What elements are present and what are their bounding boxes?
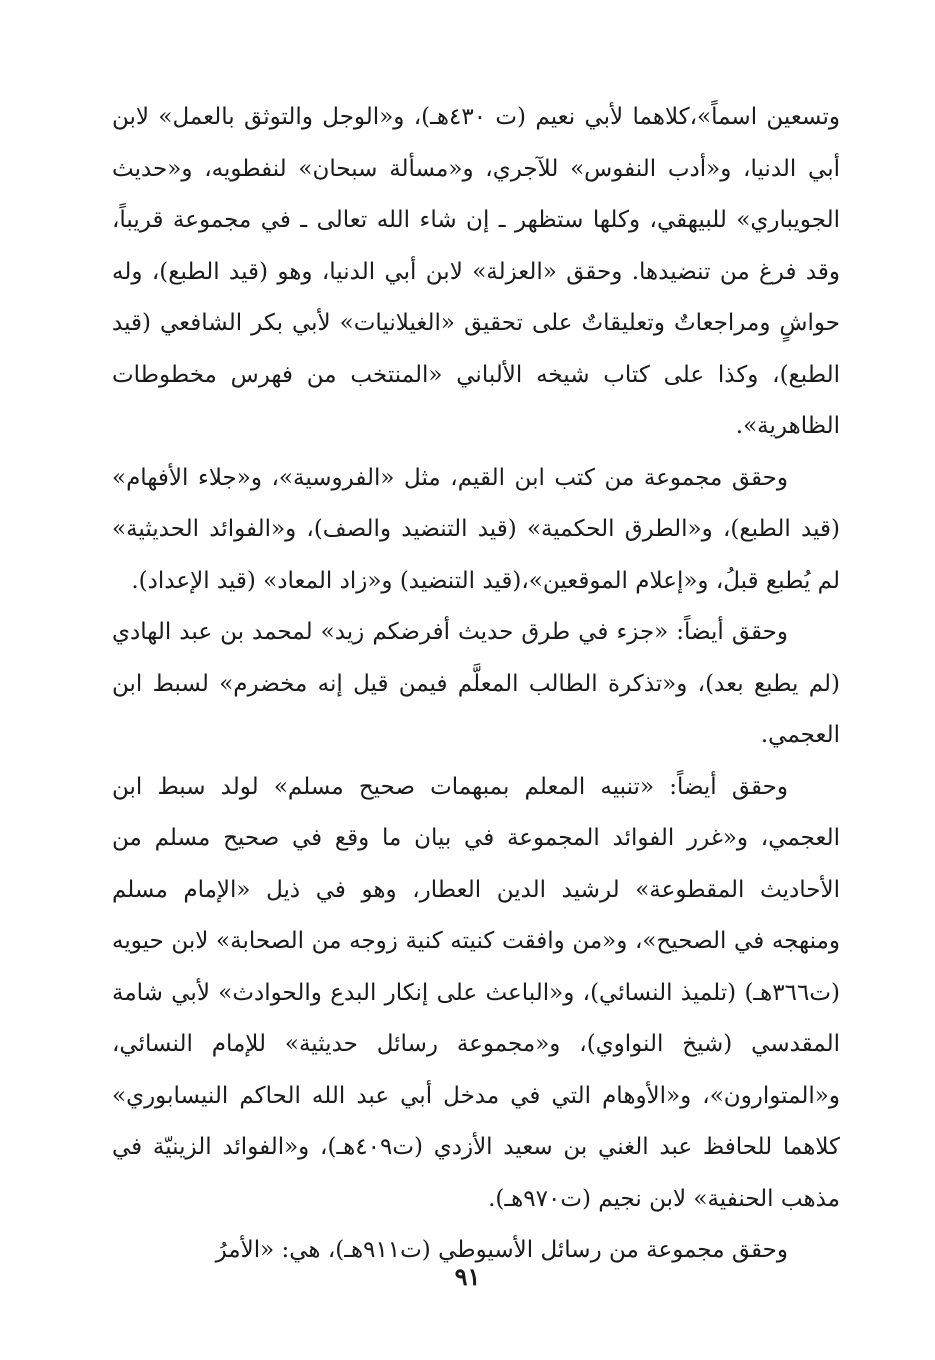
paragraph-1: وتسعين اسماً»،كلاهما لأبي نعيم (ت ٤٣٠هـ)، و«الوجل والتوثق بالعمل» لابن أبي الدنيا، و«أدب النفوس» للآجري، و«مسألة سبحان» لنفطويه، و«حديث الجويباري» للبيهقي، وكلها ستظهر ـ إن شاء الله تعالى ـ في مجموعة قريباً، وقد فرغ من تنضيدها. وحقق «العزلة» لابن أبي الدنيا، وهو (قيد الطبع)، وله حواشٍ ومراجعاتٌ وتعليقاتٌ على تحقيق «الغيلانيات» لأبي بكر الشافعي (قيد الطبع)، وكذا على كتاب شيخه الألباني «المنتخب من فهرس مخطوطات الظاهرية». — [112, 104, 840, 439]
paragraph-3: وحقق أيضاً: «جزء في طرق حديث أفرضكم زيد» لمحمد بن عبد الهادي (لم يطبع بعد)، و«تذكرة الطالب المعلَّم فيمن قيل إنه مخضرم» لسبط ابن العجمي. — [112, 619, 840, 748]
body-text — [112, 92, 840, 1277]
paragraph-2: وحقق مجموعة من كتب ابن القيم، مثل «الفروسية»، و«جلاء الأفهام» (قيد الطبع)، و«الطرق الحكمية» (قيد التنضيد والصف)، و«الفوائد الحديثية» لم يُطبع قبلُ، و«إعلام الموقعين»،(قيد التنضيد) و«زاد المعاد» (قيد الإعداد). — [112, 464, 840, 594]
page-number: ٩١ — [454, 1262, 481, 1291]
paragraph-5: وحقق مجموعة من رسائل الأسيوطي (ت٩١١هـ)، هي: «الأمرُ — [215, 1237, 788, 1263]
paragraph-4: وحقق أيضاً: «تنبيه المعلم بمبهمات صحيح مسلم» لولد سبط ابن العجمي، و«غرر الفوائد المجموعة في بيان ما وقع في صحيح مسلم من الأحاديث المقطوعة» لرشيد الدين العطار، وهو في ذيل «الإمام مسلم ومنهجه في الصحيح»، و«من وافقت كنيته كنية زوجه من الصحابة» لابن حيويه (ت٣٦٦هـ) (تلميذ النسائي)، و«الباعث على إنكار البدع والحوادث» لأبي شامة المقدسي (شيخ النواوي)، و«مجموعة رسائل حديثية» للإمام النسائي، و«المتوارون»، و«الأوهام التي في مدخل أبي عبد الله الحاكم النيسابوري» كلاهما للحافظ عبد الغني بن سعيد الأزدي (ت٤٠٩هـ)، و«الفوائد الزينيّة في مذهب الحنفية» لابن نجيم (ت٩٧٠هـ). — [112, 773, 841, 1212]
